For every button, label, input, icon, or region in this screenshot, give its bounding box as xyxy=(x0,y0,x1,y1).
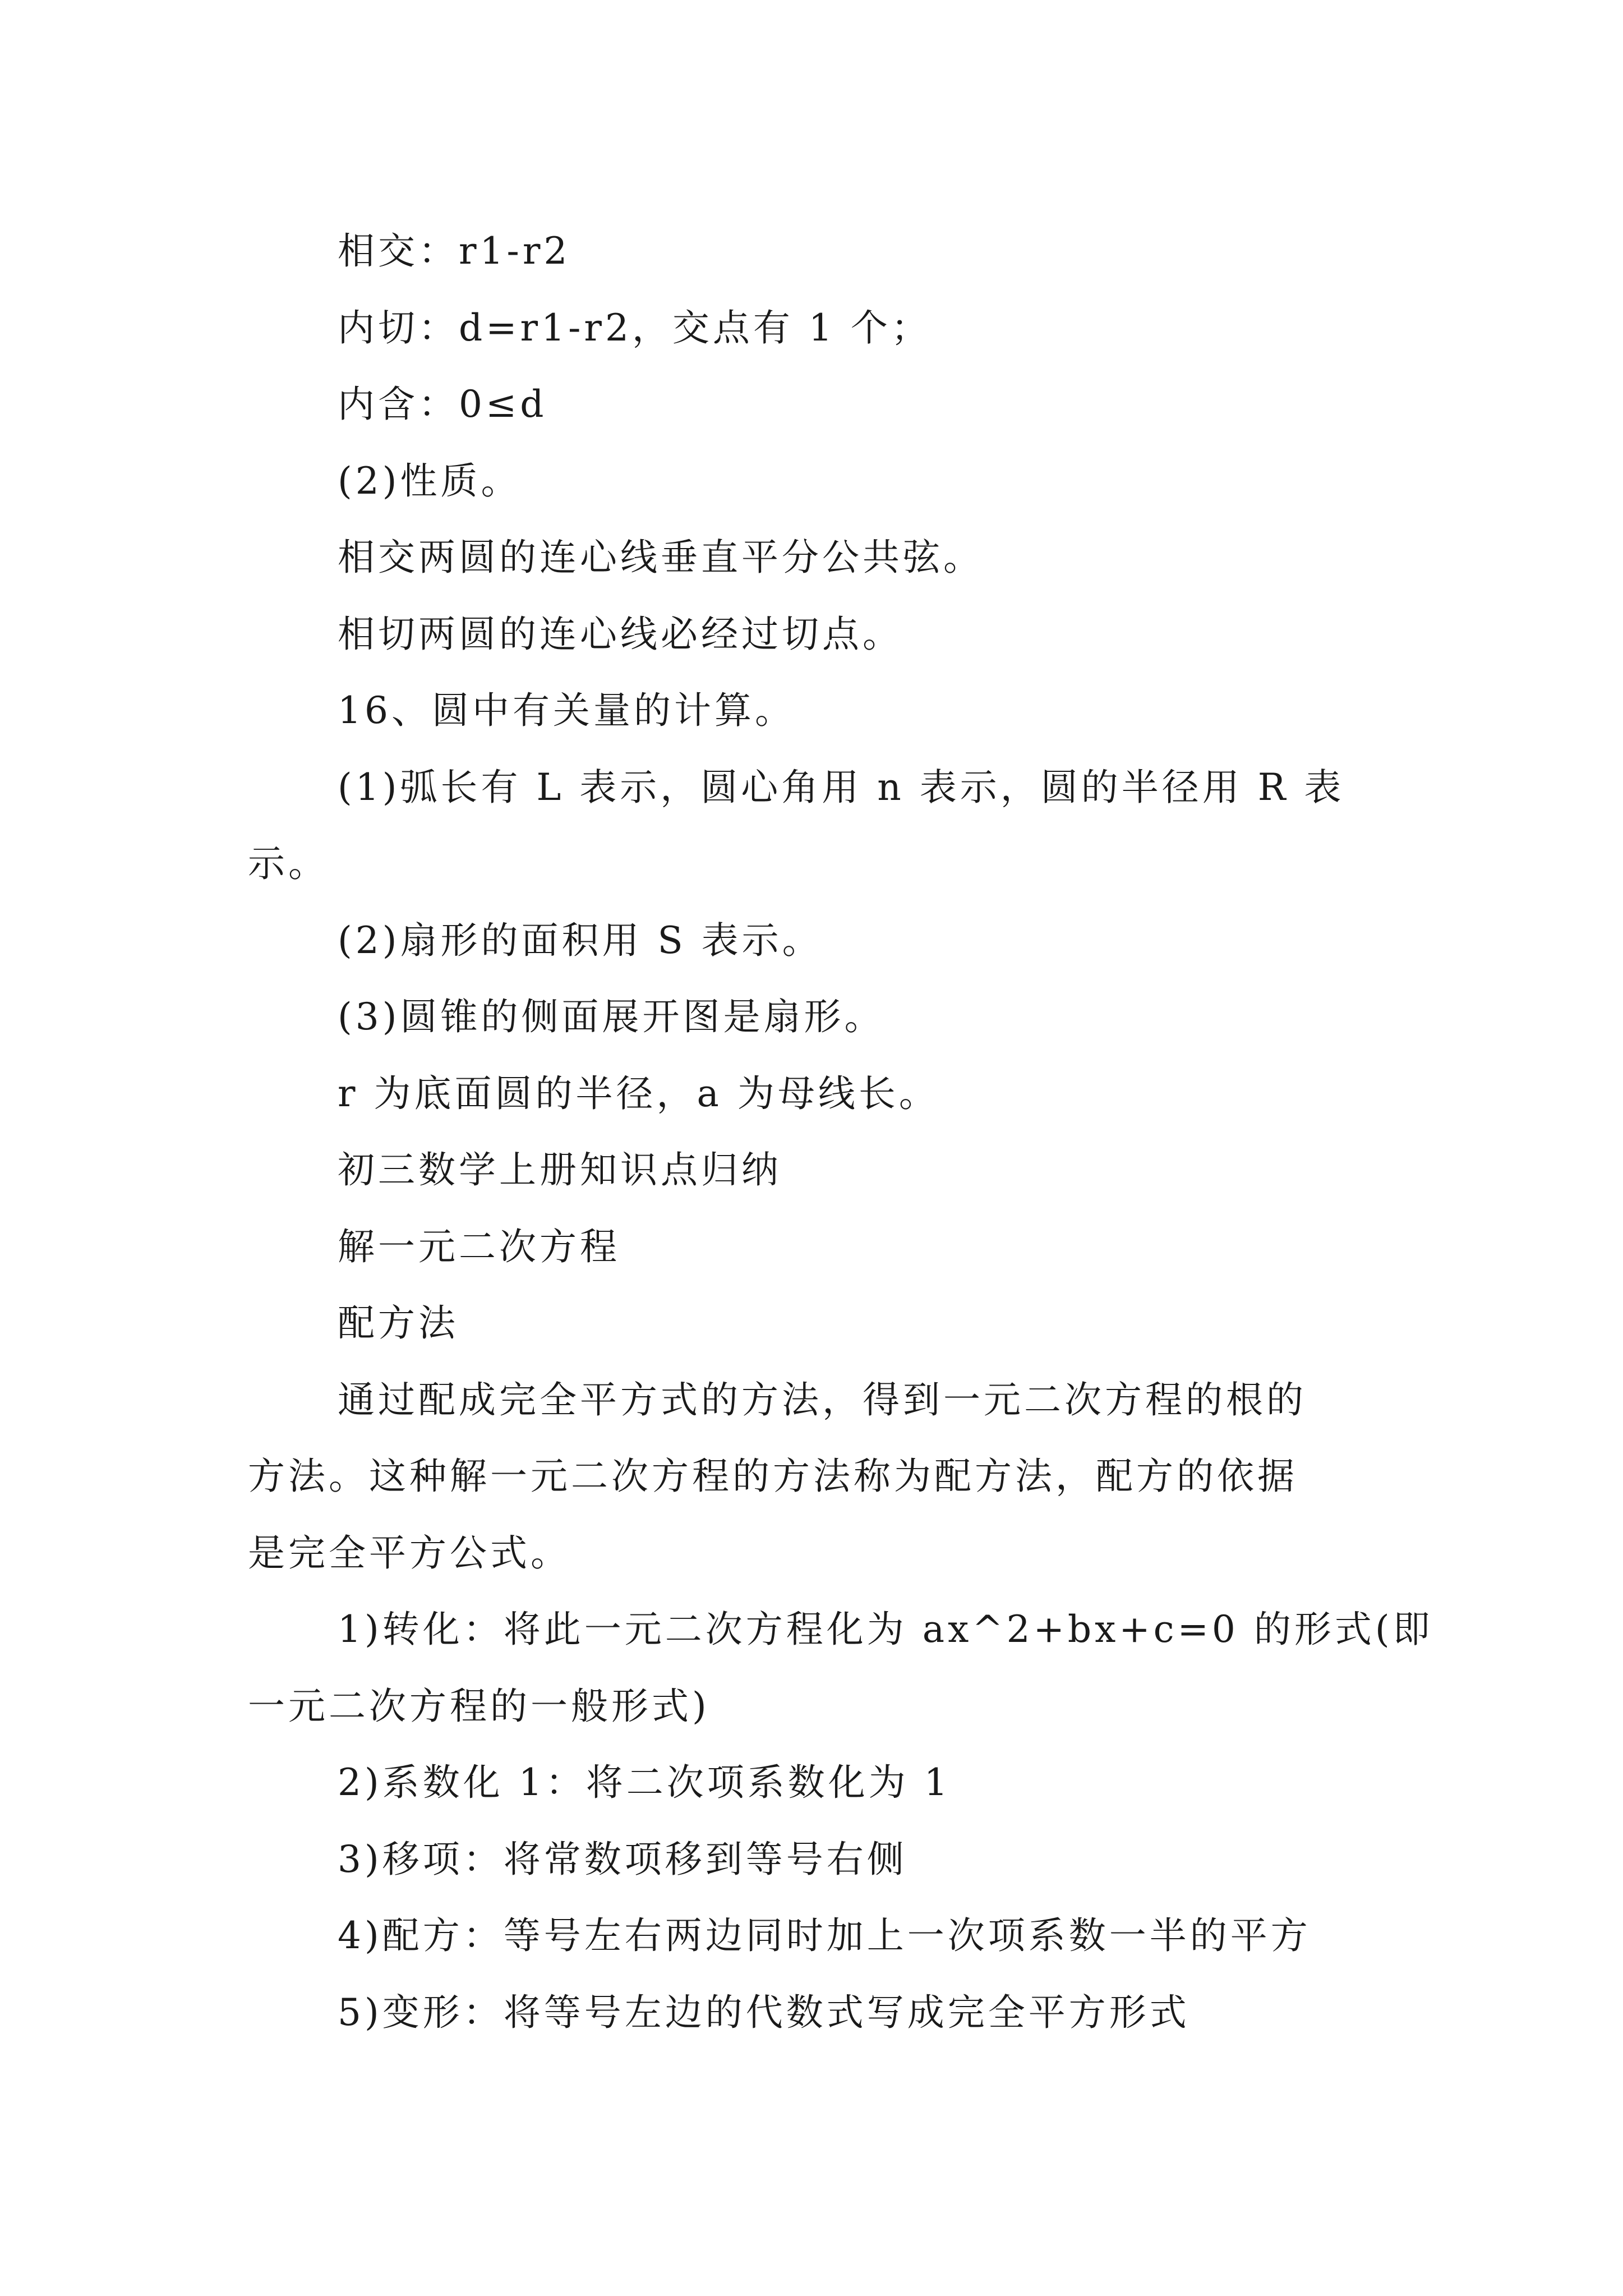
text-line: 1)转化：将此一元二次方程化为 ax^2+bx+c=0 的形式(即 xyxy=(338,1608,1433,1651)
section-heading: 解一元二次方程 xyxy=(338,1225,620,1268)
section-heading: 配方法 xyxy=(338,1301,459,1345)
text-line: 是完全平方公式。 xyxy=(248,1531,571,1575)
text-line: r 为底面圆的半径，a 为母线长。 xyxy=(338,1071,939,1115)
text-line: 相交两圆的连心线垂直平分公共弦。 xyxy=(338,536,984,579)
section-heading: 初三数学上册知识点归纳 xyxy=(338,1148,782,1191)
text-line: 通过配成完全平方式的方法，得到一元二次方程的根的 xyxy=(338,1378,1307,1421)
text-line: 相切两圆的连心线必经过切点。 xyxy=(338,612,903,656)
text-line: (1)弧长有 L 表示，圆心角用 n 表示，圆的半径用 R 表 xyxy=(338,765,1345,809)
text-line: 5)变形：将等号左边的代数式写成完全平方形式 xyxy=(338,1990,1190,2034)
text-line: (2)扇形的面积用 S 表示。 xyxy=(338,918,823,962)
text-line: 内含：0≤d xyxy=(338,383,547,426)
section-heading: 16、圆中有关量的计算。 xyxy=(338,689,795,732)
text-line: 2)系数化 1：将二次项系数化为 1 xyxy=(338,1761,951,1804)
text-line: 方法。这种解一元二次方程的方法称为配方法，配方的依据 xyxy=(248,1455,1298,1498)
text-line: 一元二次方程的一般形式) xyxy=(248,1684,710,1728)
text-line: 相交：r1-r2 xyxy=(338,229,571,273)
text-line: 示。 xyxy=(248,842,329,885)
text-line: 3)移项：将常数项移到等号右侧 xyxy=(338,1837,907,1881)
text-line: 内切：d=r1-r2，交点有 1 个； xyxy=(338,306,932,349)
text-line: 4)配方：等号左右两边同时加上一次项系数一半的平方 xyxy=(338,1914,1311,1957)
text-line: (2)性质。 xyxy=(338,459,522,503)
document-body xyxy=(248,213,1433,2051)
text-line: (3)圆锥的侧面展开图是扇形。 xyxy=(338,995,885,1038)
